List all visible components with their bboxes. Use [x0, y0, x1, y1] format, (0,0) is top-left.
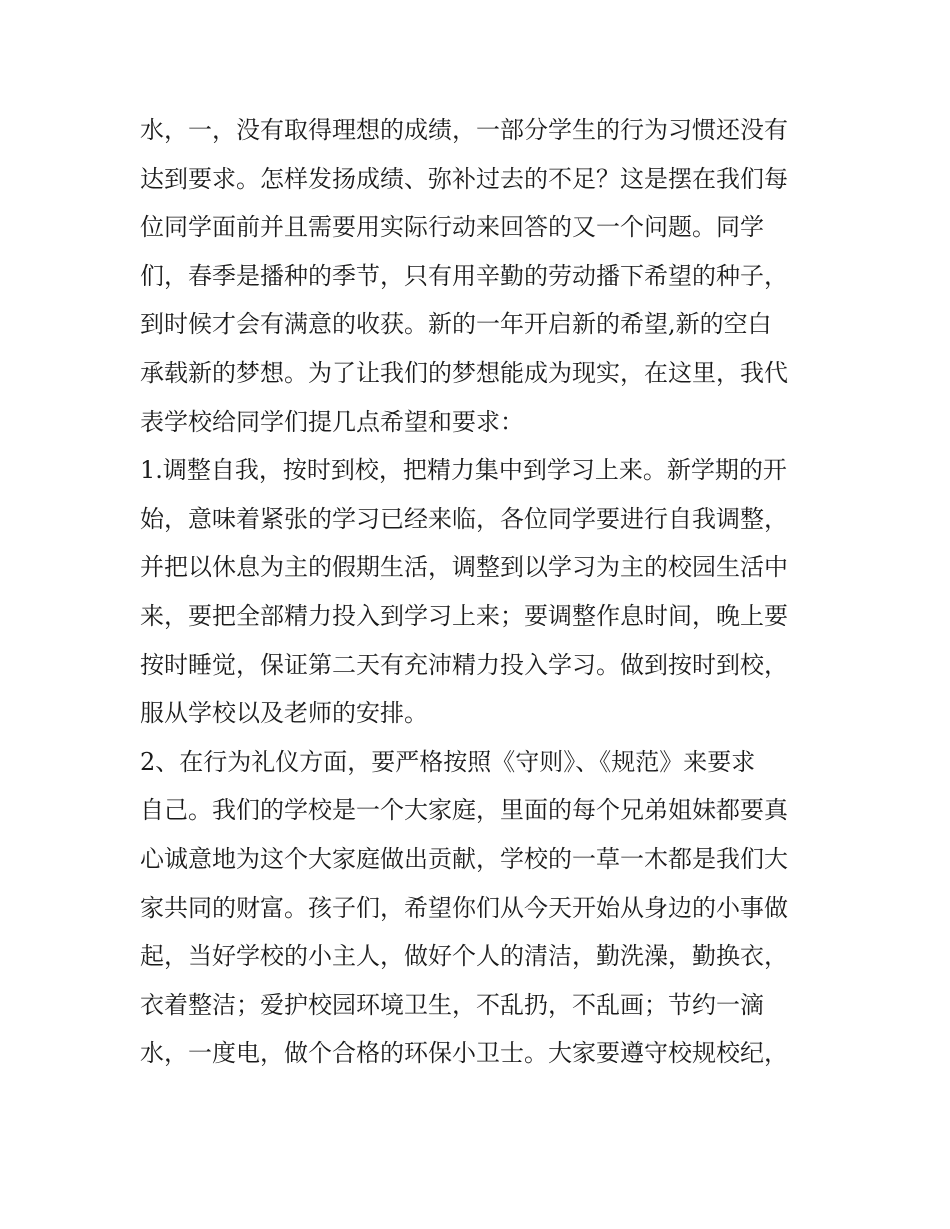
text-line: 水，一度电，做个合格的环保小卫士。大家要遵守校规校纪，	[140, 1039, 788, 1068]
text-line: 来，要把全部精力投入到学习上来；要调整作息时间，晚上要	[140, 601, 788, 630]
text-line: 自己。我们的学校是一个大家庭，里面的每个兄弟姐妹都要真	[140, 796, 788, 825]
body-text	[140, 106, 840, 1078]
text-line: 并把以休息为主的假期生活，调整到以学习为主的校园生活中	[140, 553, 788, 582]
text-line: 们，春季是播种的季节，只有用辛勤的劳动播下希望的种子，	[140, 261, 788, 290]
text-line: 服从学校以及老师的安排。	[140, 699, 428, 728]
text-line: 家共同的财富。孩子们，希望你们从今天开始从身边的小事做	[140, 893, 788, 922]
text-line: 按时睡觉，保证第二天有充沛精力投入学习。做到按时到校，	[140, 650, 788, 679]
text-line: 达到要求。怎样发扬成绩、弥补过去的不足？这是摆在我们每	[140, 164, 788, 193]
text-line: 水，一，没有取得理想的成绩，一部分学生的行为习惯还没有	[140, 116, 788, 144]
text-line: 衣着整洁；爱护校园环境卫生，不乱扔，不乱画；节约一滴	[140, 990, 764, 1019]
text-line: 承载新的梦想。为了让我们的梦想能成为现实，在这里，我代	[140, 358, 788, 387]
text-line: 起，当好学校的小主人，做好个人的清洁，勤洗澡，勤换衣，	[140, 942, 788, 971]
text-line: 2、在行为礼仪方面，要严格按照《守则》、《规范》来要求	[140, 747, 756, 776]
text-line: 始，意味着紧张的学习已经来临，各位同学要进行自我调整，	[140, 504, 788, 533]
text-line: 到时候才会有满意的收获。新的一年开启新的希望,新的空白	[140, 310, 772, 339]
text-line: 心诚意地为这个大家庭做出贡献，学校的一草一木都是我们大	[140, 844, 788, 873]
text-line: 表学校给同学们提几点希望和要求：	[140, 407, 524, 436]
text-line: 位同学面前并且需要用实际行动来回答的又一个问题。同学	[140, 213, 764, 242]
text-line: 1.调整自我，按时到校，把精力集中到学习上来。新学期的开	[140, 456, 787, 485]
